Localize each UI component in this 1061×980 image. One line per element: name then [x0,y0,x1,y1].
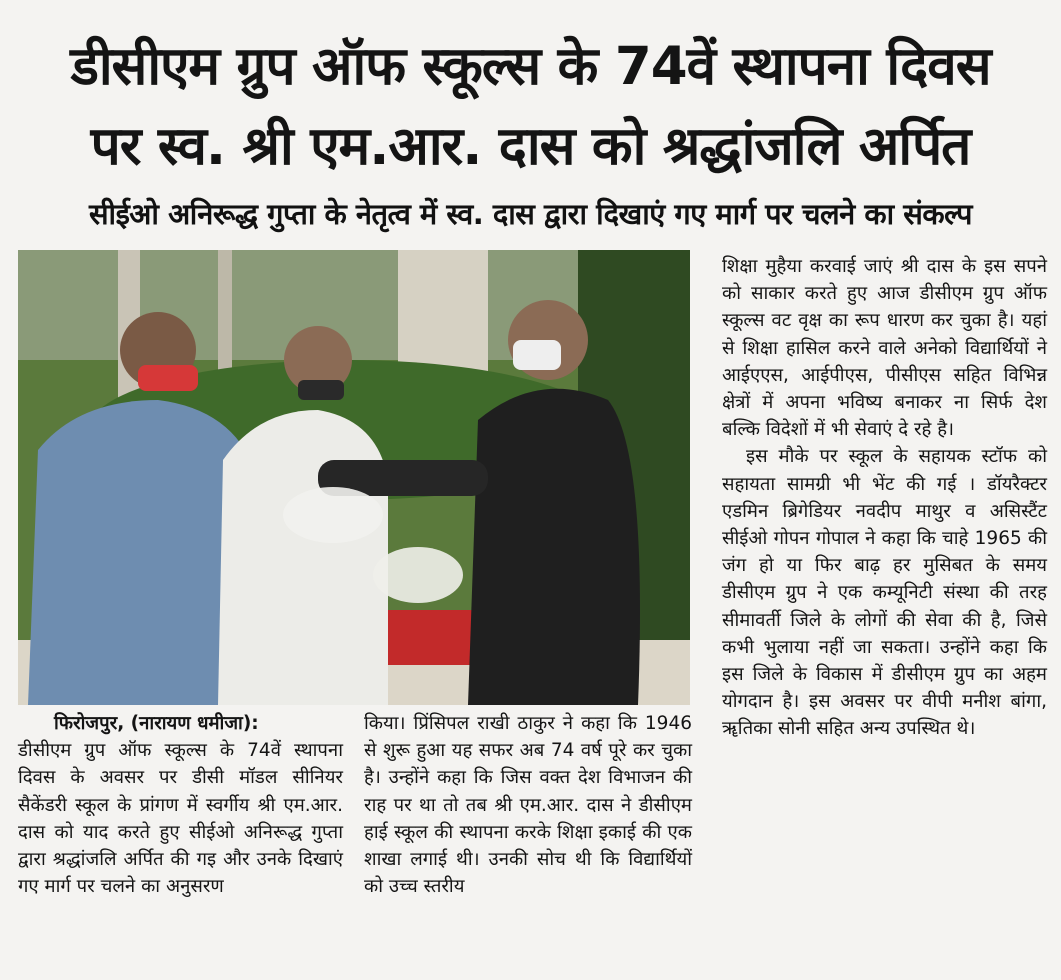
article-column-3 [722,253,1047,743]
news-photo [18,250,690,705]
dateline: फिरोजपुर, (नारायण धमीजा): [54,713,259,734]
article-column-2 [364,710,692,900]
article-text-col3-para1: शिक्षा मुहैया करवाई जाएं श्री दास के इस सपने को साकार करते हुए आज डीसीएम ग्रुप ऑफ स्कूल्स वट वृक्ष का रूप धारण कर चुका है। यहां से शिक्षा हासिल करने वाले अनेको विद्यार्थियों ने आईएएस, आईपीएस, पीसीएस सहित विभिन्न क्षेत्रों में अपना भविष्य बनाकर ना सिर्फ देश बल्कि विदेशों में भी सेवाएं दे रहे है। [722,256,1047,441]
headline-line-1: डीसीएम ग्रुप ऑफ स्कूल्स के 74वें स्थापना दिवस [70,36,991,97]
article-text-col1: डीसीएम ग्रुप ऑफ स्कूल्स के 74वें स्थापना दिवस के अवसर पर डीसी मॉडल सीनियर सैकेंडरी स्कूल के प्रांगण में स्वर्गीय श्री एम.आर. दास को याद करते हुए सीईओ अनिरूद्ध गुप्ता द्वारा श्रद्धांजलि अर्पित की गइ और उनके दिखाएं गए मार्ग पर चलने का अनुसरण [18,740,343,898]
subheadline: सीईओ अनिरूद्ध गुप्ता के नेतृत्व में स्व. दास द्वारा दिखाएं गए मार्ग पर चलने का संकल्प [88,197,973,231]
news-photo-illustration [18,250,690,705]
headline-line-2: पर स्व. श्री एम.आर. दास को श्रद्धांजलि अर्पित [90,116,971,177]
article-column-1 [18,710,343,900]
article-text-col2: किया। प्रिंसिपल राखी ठाकुर ने कहा कि 1946 से शुरू हुआ यह सफर अब 74 वर्ष पूरे कर चुका है। उन्होंने कहा कि जिस वक्त देश विभाजन की राह पर था तो तब श्री एम.आर. दास ने डीसीएम हाई स्कूल की स्थापना करके शिक्षा इकाई की एक शाखा लगाई थी। उनकी सोच थी कि विद्यार्थियों को उच्च स्तरीय [364,713,692,898]
article-text-col3-para2: इस मौके पर स्कूल के सहायक स्टॉफ को सहायता सामग्री भी भेंट की गई । डॉयरैक्टर एडमिन ब्रिगेडियर नवदीप माथुर व असिस्टैंट सीईओ गोपन गोपाल ने कहा कि चाहे 1965 की जंग हो या फिर बाढ़ हर मुसिबत के समय डीसीएम ग्रुप ने एक कम्यूनिटी संस्था की तरह सीमावर्ती जिले के लोगों की सेवा की है, जिसे कभी भुलाया नहीं जा सकता। उन्होंने कहा कि इस जिले के विकास में डीसीएम ग्रुप का अहम योगदान है। इस अवसर पर वीपी मनीश बांगा, ॠतिका सोनी सहित अन्य उपस्थित थे। [722,446,1047,740]
